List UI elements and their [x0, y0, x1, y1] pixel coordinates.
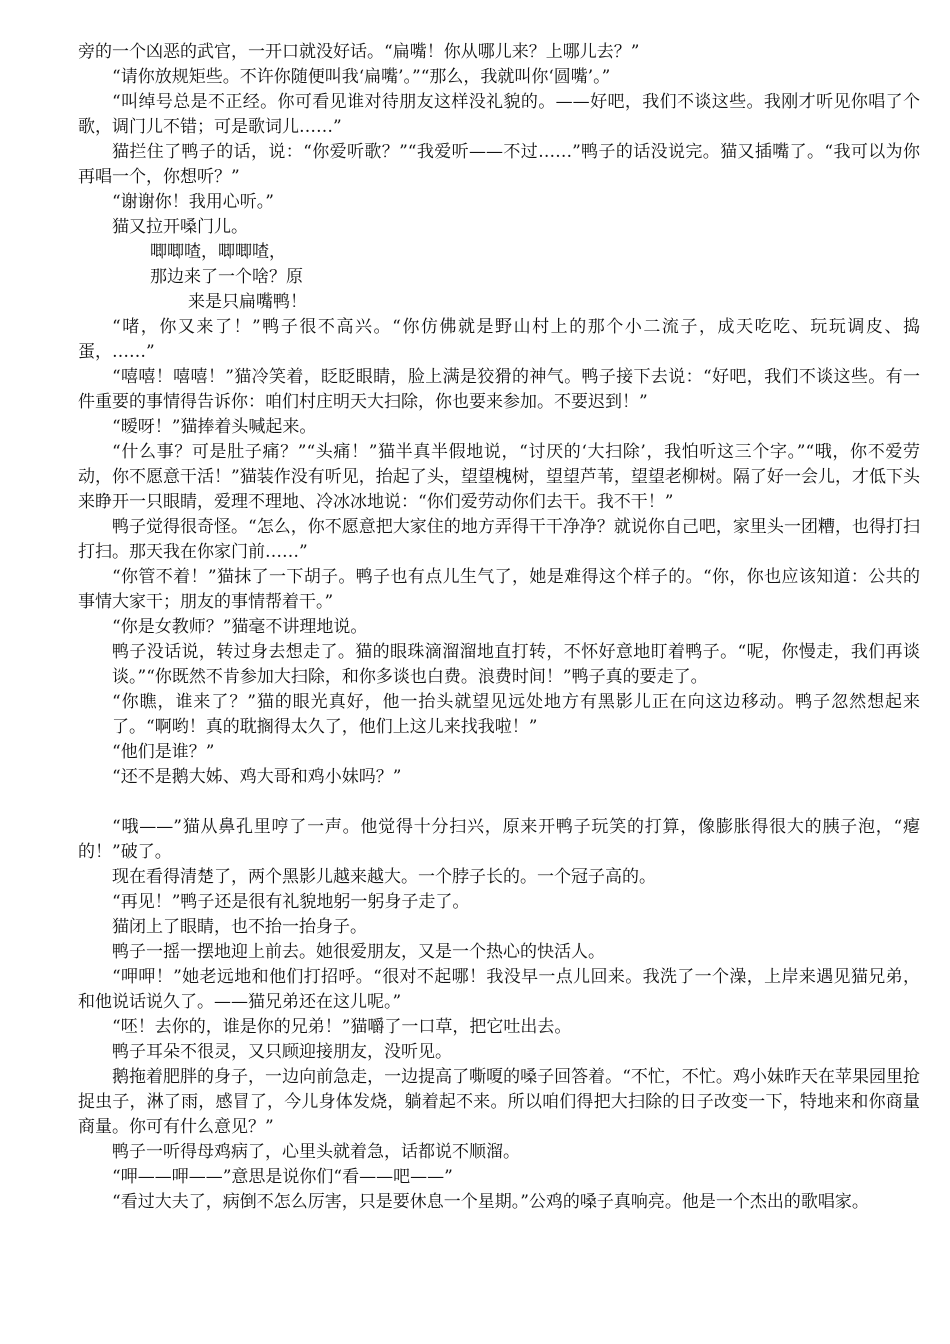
- story-page: [78, 40, 920, 1215]
- paragraph: “叫绰号总是不正经。你可看见谁对待朋友这样没礼貌的。——好吧，我们不谈这些。我刚才听见你唱了个歌，调门儿不错；可是歌词儿……”: [78, 92, 920, 137]
- paragraph-gap: [78, 790, 920, 815]
- paragraph: “你是女教师？”猫毫不讲理地说。: [112, 617, 368, 637]
- song-line: 来是只扁嘴鸭！: [188, 292, 307, 312]
- paragraph: “暧呀！”猫捧着头喊起来。: [112, 417, 317, 437]
- paragraph: 鸭子一摇一摆地迎上前去。她很爱朋友，又是一个热心的快活人。: [112, 942, 605, 962]
- song-line: 唧唧喳，唧唧喳，: [150, 242, 286, 262]
- paragraph: 猫拦住了鸭子的话，说：“你爱听歌？”“我爱听——不过……”鸭子的话没说完。猫又插嘴了。“我可以为你再唱一个，你想听？”: [78, 142, 920, 187]
- paragraph: “什么事？可是肚子痛？”“头痛！”猫半真半假地说，“讨厌的‘大扫除’，我怕听这三个字。”“哦，你不爱劳动，你不愿意干活！”猫装作没有听见，抬起了头，望望槐树，望望芦苇，望望老柳树。隔了好一会儿，才低下头来睁开一只眼睛，爱理不理地、冷冰冰地说：“你们爱劳动你们去干。我不干！”: [78, 442, 920, 512]
- paragraph: “呷——呷——”意思是说你们“看——吧——”: [112, 1167, 453, 1187]
- paragraph: “呸！去你的，谁是你的兄弟！”猫嚼了一口草，把它吐出去。: [112, 1017, 572, 1037]
- paragraph: “还不是鹅大姊、鸡大哥和鸡小妹吗？”: [112, 767, 402, 787]
- paragraph: “啫，你又来了！”鸭子很不高兴。“你仿佛就是野山村上的那个小二流子，成天吃吃、玩玩调皮、捣蛋，……”: [78, 317, 920, 362]
- paragraph-continuation: 旁的一个凶恶的武官，一开口就没好话。“扁嘴！你从哪儿来？上哪儿去？”: [78, 42, 640, 62]
- paragraph: “谢谢你！我用心听。”: [112, 192, 274, 212]
- paragraph: “再见！”鸭子还是很有礼貌地躬一躬身子走了。: [112, 892, 470, 912]
- paragraph: 猫又拉开嗓门儿。: [112, 217, 248, 237]
- paragraph: “你瞧，谁来了？”猫的眼光真好，他一抬头就望见远处地方有黑影儿正在向这边移动。鸭子忽然想起来了。“啊哟！真的耽搁得太久了，他们上这儿来找我啦！”: [112, 692, 920, 737]
- paragraph: 鸭子没话说，转过身去想走了。猫的眼珠滴溜溜地直打转，不怀好意地盯着鸭子。“呢，你慢走，我们再谈谈。”“你既然不肯参加大扫除，和你多谈也白费。浪费时间！”鸭子真的要走了。: [112, 642, 920, 687]
- paragraph: 现在看得清楚了，两个黑影儿越来越大。一个脖子长的。一个冠子高的。: [112, 867, 656, 887]
- paragraph: 鸭子耳朵不很灵，又只顾迎接朋友，没听见。: [112, 1042, 452, 1062]
- paragraph: “请你放规矩些。不许你随便叫我‘扁嘴’。”“那么，我就叫你‘圆嘴’。”: [112, 67, 611, 87]
- paragraph: “他们是谁？”: [112, 742, 215, 762]
- paragraph: 猫闭上了眼睛，也不抬一抬身子。: [112, 917, 367, 937]
- paragraph: “嘻嘻！嘻嘻！”猫冷笑着，眨眨眼睛，脸上满是狡猾的神气。鸭子接下去说：“好吧，我们不谈这些。有一件重要的事情得告诉你：咱们村庄明天大扫除，你也要来参加。不要迟到！”: [78, 367, 920, 412]
- paragraph: 鸭子觉得很奇怪。“怎么，你不愿意把大家住的地方弄得干干净净？就说你自己吧，家里头一团糟，也得打扫打扫。那天我在你家门前……”: [78, 517, 920, 562]
- paragraph: 鹅拖着肥胖的身子，一边向前急走，一边提高了嘶嗄的嗓子回答着。“不忙，不忙。鸡小妹昨天在苹果园里抢捉虫子，淋了雨，感冒了，今儿身体发烧，躺着起不来。所以咱们得把大扫除的日子改变一下，特地来和你商量商量。你可有什么意见？”: [78, 1067, 920, 1137]
- paragraph: “呷呷！”她老远地和他们打招呼。“很对不起哪！我没早一点儿回来。我洗了一个澡，上岸来遇见猫兄弟，和他说话说久了。——猫兄弟还在这儿呢。”: [78, 967, 920, 1012]
- paragraph: 鸭子一听得母鸡病了，心里头就着急，话都说不顺溜。: [112, 1142, 520, 1162]
- paragraph: “你管不着！”猫抹了一下胡子。鸭子也有点儿生气了，她是难得这个样子的。“你，你也应该知道：公共的事情大家干；朋友的事情帮着干。”: [78, 567, 920, 612]
- paragraph: “哦——”猫从鼻孔里哼了一声。他觉得十分扫兴，原来开鸭子玩笑的打算，像膨胀得很大的胰子泡，“瘪的！”破了。: [78, 817, 920, 862]
- song-line: 那边来了一个啥？原: [150, 267, 303, 287]
- paragraph: “看过大夫了，病倒不怎么厉害，只是要休息一个星期。”公鸡的嗓子真响亮。他是一个杰出的歌唱家。: [112, 1192, 869, 1212]
